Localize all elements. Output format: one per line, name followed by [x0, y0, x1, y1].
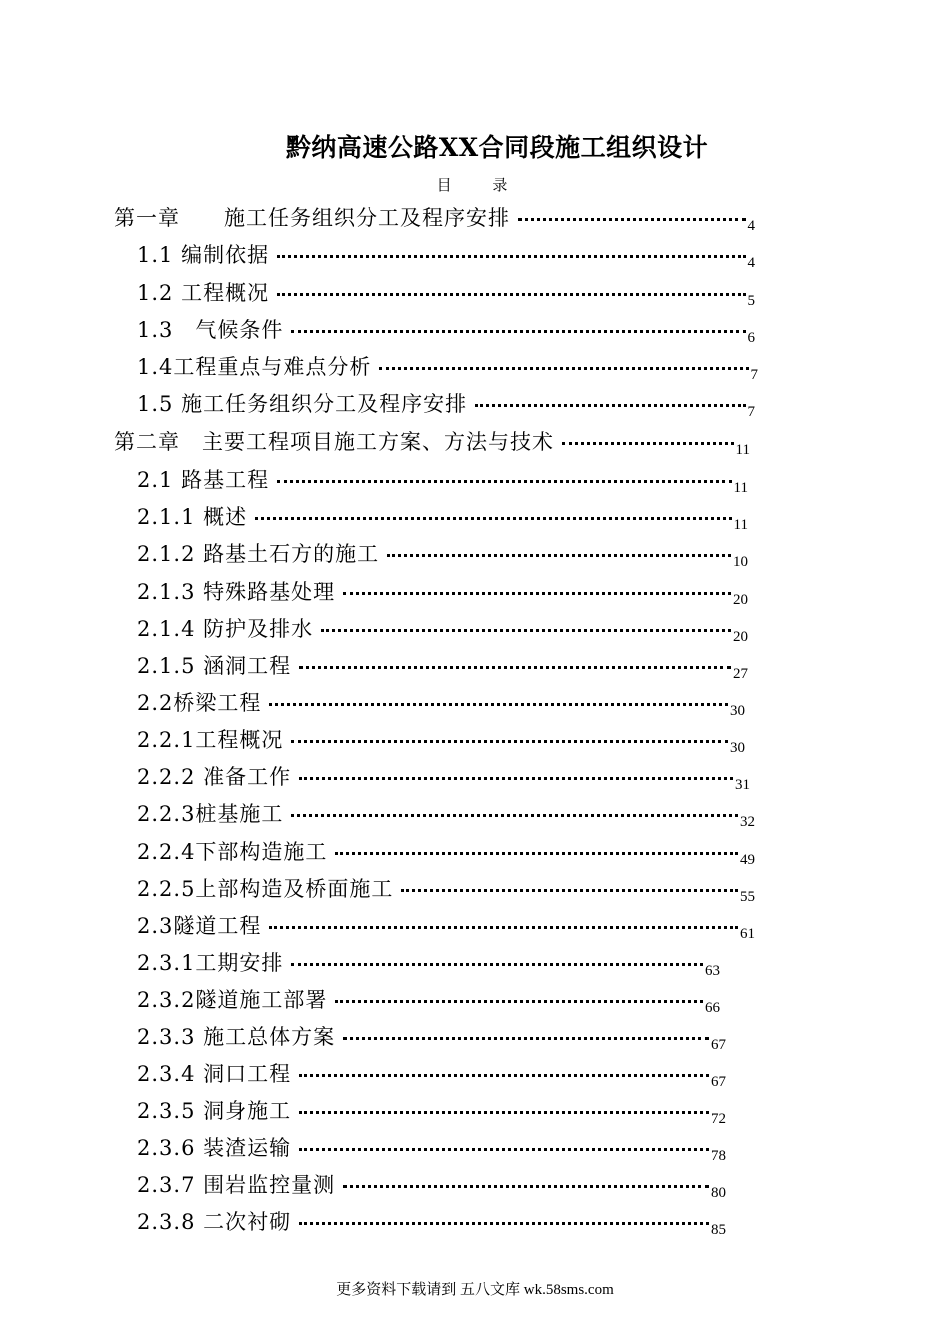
toc-entry[interactable]	[137, 755, 750, 793]
toc-entry-label: 2.1.1 概述	[137, 505, 248, 529]
toc-entry-label: 2.3.8 二次衬砌	[137, 1210, 292, 1234]
dot-leader	[299, 1111, 709, 1114]
toc-entry-page: 61	[740, 926, 755, 942]
toc-entry-label: 1.1 编制依据	[137, 243, 270, 267]
dot-leader	[343, 1037, 709, 1040]
toc-entry-label: 1.2 工程概况	[137, 281, 270, 305]
toc-entry[interactable]	[137, 532, 748, 570]
toc-entry-page: 55	[740, 889, 755, 905]
toc-entry[interactable]	[137, 1015, 726, 1053]
toc-entry[interactable]	[137, 233, 755, 271]
toc-entry-page: 6	[747, 330, 755, 346]
toc-entry-label: 2.1.3 特殊路基处理	[137, 580, 336, 604]
toc-entry[interactable]	[137, 1163, 726, 1201]
toc-entry[interactable]	[137, 345, 758, 383]
toc-entry-page: 49	[740, 852, 755, 868]
dot-leader	[291, 330, 745, 333]
dot-leader	[343, 592, 731, 595]
footer-note: 更多资料下载请到 五八文库 wk.58sms.com	[336, 1282, 614, 1298]
toc-entry[interactable]	[137, 570, 748, 608]
toc-entry-page: 11	[733, 517, 748, 533]
dot-leader	[299, 666, 731, 669]
dot-leader	[277, 293, 745, 296]
toc-entry-label: 2.2.3桩基施工	[137, 802, 284, 826]
dot-leader	[291, 814, 738, 817]
toc-entry[interactable]	[137, 1089, 726, 1127]
toc-entry[interactable]	[137, 607, 748, 645]
dot-leader	[255, 517, 731, 520]
toc-entry-page: 7	[747, 404, 755, 420]
toc-entry[interactable]	[137, 904, 755, 942]
toc-entry-label: 2.3隧道工程	[137, 914, 262, 938]
toc-entry[interactable]	[137, 1052, 726, 1090]
toc-entry-page: 32	[740, 814, 755, 830]
toc-entry[interactable]	[137, 867, 755, 905]
toc-entry[interactable]	[114, 196, 755, 234]
toc-entry-label: 2.2.4下部构造施工	[137, 840, 328, 864]
toc-entry[interactable]	[114, 420, 750, 458]
toc-entry[interactable]	[137, 271, 755, 309]
toc-entry[interactable]	[137, 458, 748, 496]
dot-leader	[387, 554, 731, 557]
toc-entry-label: 2.2.5上部构造及桥面施工	[137, 877, 394, 901]
toc-entry-page: 31	[735, 777, 750, 793]
toc-entry-label: 2.2.2 准备工作	[137, 765, 292, 789]
toc-entry[interactable]	[137, 1200, 726, 1238]
toc-entry[interactable]	[137, 382, 755, 420]
toc-entry-label: 2.3.2隧道施工部署	[137, 988, 328, 1012]
toc-entry-label: 1.5 施工任务组织分工及程序安排	[137, 392, 468, 416]
toc-entry-label: 2.2.1工程概况	[137, 728, 284, 752]
toc-entry-page: 85	[711, 1222, 726, 1238]
toc-entry-page: 30	[730, 703, 745, 719]
toc-entry-label: 2.2桥梁工程	[137, 691, 262, 715]
dot-leader	[379, 367, 748, 370]
dot-leader	[299, 1074, 709, 1077]
toc-entry-page: 11	[733, 480, 748, 496]
toc-entry-label: 1.4工程重点与难点分析	[137, 355, 372, 379]
toc-entry[interactable]	[137, 718, 745, 756]
toc-entry[interactable]	[137, 681, 745, 719]
toc-entry-page: 72	[711, 1111, 726, 1127]
toc-entry-page: 20	[733, 592, 748, 608]
toc-entry-page: 30	[730, 740, 745, 756]
dot-leader	[291, 963, 703, 966]
dot-leader	[299, 1148, 709, 1151]
toc-entry-label: 2.1 路基工程	[137, 468, 270, 492]
dot-leader	[343, 1185, 709, 1188]
toc-entry[interactable]	[137, 792, 755, 830]
dot-leader	[518, 218, 746, 221]
toc-entry-label: 2.1.4 防护及排水	[137, 617, 314, 641]
toc-entry-label: 第二章 主要工程项目施工方案、方法与技术	[114, 430, 554, 454]
toc-entry-label: 1.3 气候条件	[137, 318, 284, 342]
toc-entry-label: 2.1.2 路基土石方的施工	[137, 542, 380, 566]
toc-entry-page: 78	[711, 1148, 726, 1164]
toc-entry[interactable]	[137, 830, 755, 868]
toc-entry-page: 5	[747, 293, 755, 309]
toc-entry-page: 80	[711, 1185, 726, 1201]
toc-entry-label: 2.3.7 围岩监控量测	[137, 1173, 336, 1197]
toc-entry-page: 4	[747, 218, 755, 234]
dot-leader	[321, 629, 731, 632]
toc-entry-page: 11	[735, 442, 750, 458]
dot-leader	[269, 703, 728, 706]
toc-entry[interactable]	[137, 941, 720, 979]
toc-entry[interactable]	[137, 644, 748, 682]
document-title: 黔纳高速公路XX合同段施工组织设计	[285, 133, 709, 162]
dot-leader	[475, 404, 745, 407]
toc-entry[interactable]	[137, 1126, 726, 1164]
dot-leader	[277, 255, 745, 258]
toc-entry-label: 2.1.5 涵洞工程	[137, 654, 292, 678]
toc-entry-label: 2.3.1工期安排	[137, 951, 284, 975]
toc-entry-page: 27	[733, 666, 748, 682]
toc-entry[interactable]	[137, 308, 755, 346]
dot-leader	[299, 1222, 709, 1225]
toc-heading: 目 录	[436, 176, 526, 194]
toc-entry-page: 4	[747, 255, 755, 271]
toc-entry-label: 2.3.6 装渣运输	[137, 1136, 292, 1160]
toc-entry-label: 2.3.5 洞身施工	[137, 1099, 292, 1123]
dot-leader	[335, 852, 738, 855]
toc-entry-label: 2.3.4 洞口工程	[137, 1062, 292, 1086]
toc-entry-label: 第一章 施工任务组织分工及程序安排	[114, 206, 510, 230]
toc-entry-page: 66	[705, 1000, 720, 1016]
toc-entry[interactable]	[137, 978, 720, 1016]
toc-entry-label: 2.3.3 施工总体方案	[137, 1025, 336, 1049]
dot-leader	[299, 777, 733, 780]
toc-entry-page: 63	[705, 963, 720, 979]
dot-leader	[562, 442, 734, 445]
toc-entry-page: 7	[750, 367, 758, 383]
toc-entry-page: 10	[733, 554, 748, 570]
toc-entry-page: 20	[733, 629, 748, 645]
toc-entry[interactable]	[137, 495, 748, 533]
dot-leader	[401, 889, 738, 892]
toc-entry-page: 67	[711, 1074, 726, 1090]
dot-leader	[335, 1000, 703, 1003]
dot-leader	[269, 926, 738, 929]
toc-entry-page: 67	[711, 1037, 726, 1053]
dot-leader	[277, 480, 731, 483]
dot-leader	[291, 740, 728, 743]
